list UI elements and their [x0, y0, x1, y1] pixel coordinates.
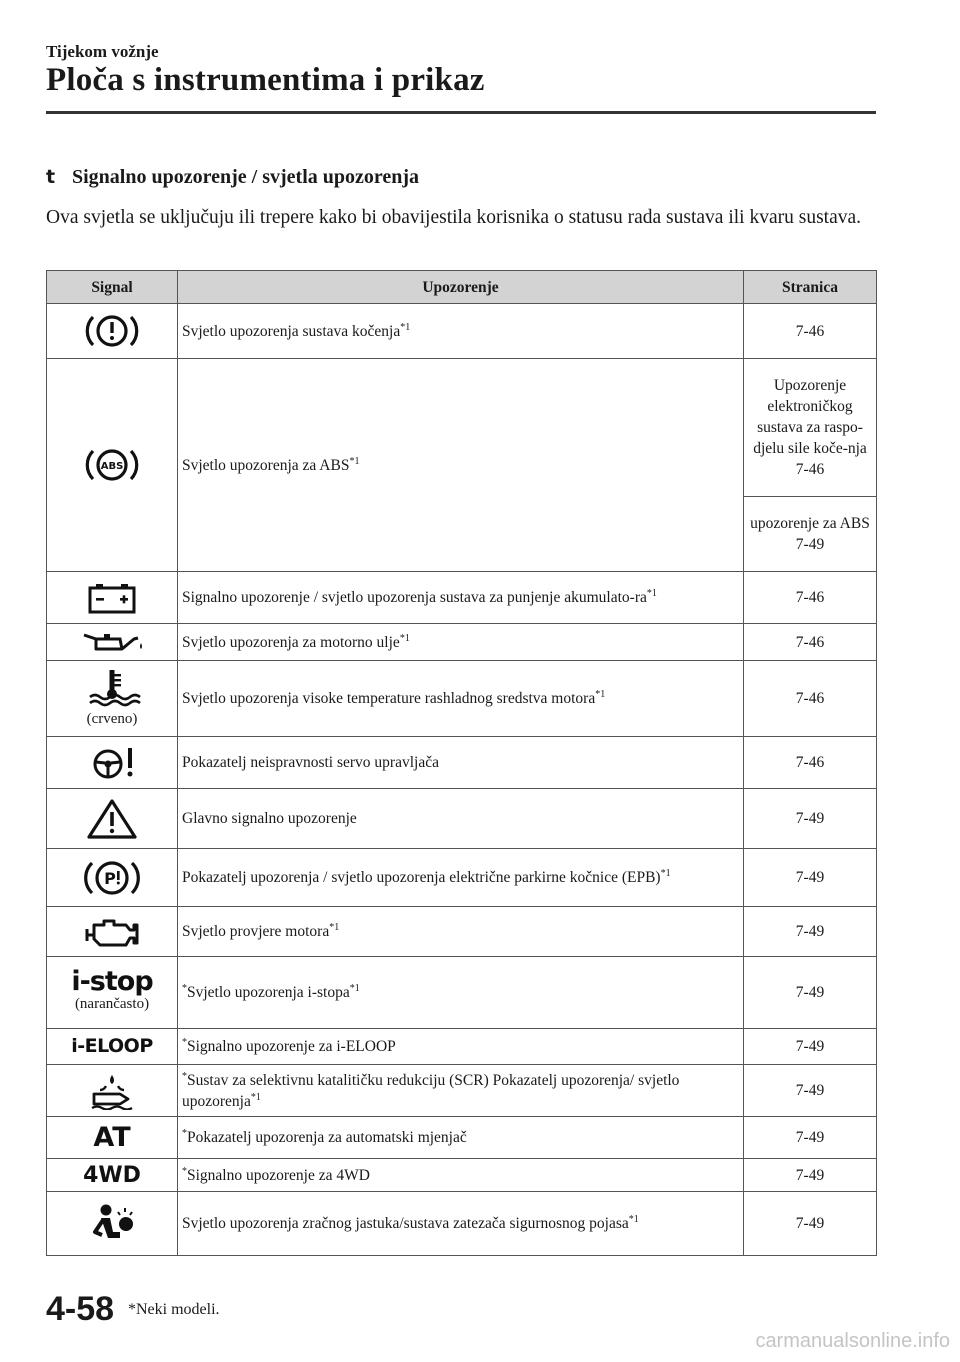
- heading-bullet: t: [46, 166, 56, 188]
- table-row: [47, 304, 877, 359]
- abs-warning-icon: [47, 359, 178, 572]
- page-ref: 7-49: [744, 789, 877, 849]
- page-ref: 7-49: [744, 849, 877, 907]
- epb-icon: [47, 849, 178, 907]
- page-ref: 7-49: [744, 1192, 877, 1256]
- page-ref: 7-46: [744, 737, 877, 789]
- table-header-row: [47, 271, 877, 304]
- title-divider: [46, 111, 876, 114]
- page-ref: upozorenje za ABS 7-49: [744, 497, 877, 572]
- warning-text: Svjetlo upozorenja sustava kočenja$^{*1}$: [178, 304, 744, 359]
- warning-text: *Sustav za selektivnu katalitičku redukciju (SCR) Pokazatelj upozorenja/ svjetlo upozorenja$^{*1}$: [178, 1065, 744, 1117]
- table-row: [47, 624, 877, 661]
- page-ref: 7-46: [744, 624, 877, 661]
- page-title: Ploča s instrumentima i prikaz: [46, 62, 485, 98]
- section-label: Tijekom vožnje: [46, 42, 159, 61]
- warning-text: Svjetlo upozorenja za ABS$^{*1}$: [178, 359, 744, 572]
- i-stop-label: i-stop: [71, 965, 153, 997]
- warning-text: Svjetlo upozorenja za motorno ulje$^{*1}$: [178, 624, 744, 661]
- sub-heading-text: Signalno upozorenje / svjetla upozorenja: [72, 166, 420, 188]
- battery-icon: [47, 572, 178, 624]
- table-row: [47, 1065, 877, 1117]
- warning-text: Glavno signalno upozorenje: [178, 789, 744, 849]
- header-page: Stranica: [744, 271, 877, 304]
- oil-can-icon: [47, 624, 178, 661]
- warning-text: Svjetlo upozorenja visoke temperature rashladnog sredstva motora$^{*1}$: [178, 661, 744, 737]
- i-eloop-icon: [47, 1029, 178, 1065]
- page-ref: 7-46: [744, 304, 877, 359]
- warning-text: *Signalno upozorenje za 4WD: [178, 1159, 744, 1192]
- signal-color-note: (narančasto): [74, 995, 150, 1012]
- table-row: [47, 907, 877, 957]
- warning-text: Svjetlo upozorenja zračnog jastuka/sustava zatezača sigurnosnog pojasa$^{*1}$: [178, 1192, 744, 1256]
- scr-icon: [47, 1065, 178, 1117]
- page-ref: 7-46: [744, 572, 877, 624]
- warning-text: Pokazatelj upozorenja / svjetlo upozorenja električne parkirne kočnice (EPB)$^{*1}$: [178, 849, 744, 907]
- i-eloop-label: i-ELOOP: [71, 1035, 153, 1057]
- table-row: [47, 1117, 877, 1159]
- coolant-temperature-icon: [47, 661, 178, 737]
- page-number: 4-58: [46, 1290, 115, 1328]
- table-row: [47, 1029, 877, 1065]
- airbag-icon: [47, 1192, 178, 1256]
- page-ref: 7-49: [744, 957, 877, 1029]
- signal-table: [46, 270, 877, 1256]
- brake-warning-icon: [47, 304, 178, 359]
- master-warning-icon: [47, 789, 178, 849]
- at-icon: [47, 1117, 178, 1159]
- power-steering-icon: [47, 737, 178, 789]
- warning-text: *Pokazatelj upozorenja za automatski mjenjač: [178, 1117, 744, 1159]
- 4wd-icon: [47, 1159, 178, 1192]
- at-label: AT: [93, 1122, 131, 1153]
- page-ref: Upozorenje elektroničkog sustava za raspo-djelu sile koče-nja 7-46: [744, 359, 877, 497]
- 4wd-label: 4WD: [83, 1162, 141, 1188]
- header-signal: Signal: [47, 271, 178, 304]
- page-ref: 7-49: [744, 1029, 877, 1065]
- page-ref: 7-49: [744, 1065, 877, 1117]
- table-row: [47, 849, 877, 907]
- page-ref: 7-49: [744, 907, 877, 957]
- page-ref: 7-46: [744, 661, 877, 737]
- page-ref: 7-49: [744, 1117, 877, 1159]
- table-row: [47, 359, 877, 497]
- check-engine-icon: [47, 907, 178, 957]
- page-ref: 7-49: [744, 1159, 877, 1192]
- i-stop-icon: [47, 957, 178, 1029]
- warning-text: Svjetlo provjere motora$^{*1}$: [178, 907, 744, 957]
- svg-text:P: P: [104, 868, 116, 888]
- table-row: [47, 957, 877, 1029]
- signal-color-note: (crveno): [86, 711, 138, 727]
- svg-text:ABS: ABS: [100, 461, 124, 472]
- table-row: [47, 661, 877, 737]
- table-row: [47, 789, 877, 849]
- warning-text: Signalno upozorenje / svjetlo upozorenja sustava za punjenje akumulato-$ra^{*1}$: [178, 572, 744, 624]
- intro-paragraph: Ova svjetla se uključuju ili trepere kako bi obavijestila korisnika o statusu rada sustava ili kvaru sustava.: [46, 207, 862, 228]
- warning-text: *Signalno upozorenje za i-ELOOP: [178, 1029, 744, 1065]
- warning-text: Pokazatelj neispravnosti servo upravljača: [178, 737, 744, 789]
- warning-text: *Svjetlo upozorenja i-stopa$^{*1}$: [178, 957, 744, 1029]
- table-row: [47, 1159, 877, 1192]
- watermark: carmanualsonline.info: [755, 1330, 950, 1352]
- sub-heading: [46, 166, 419, 189]
- footnote: *Neki modeli.: [128, 1301, 220, 1318]
- table-row: [47, 1192, 877, 1256]
- table-row: [47, 737, 877, 789]
- header-warning: Upozorenje: [178, 271, 744, 304]
- table-row: [47, 572, 877, 624]
